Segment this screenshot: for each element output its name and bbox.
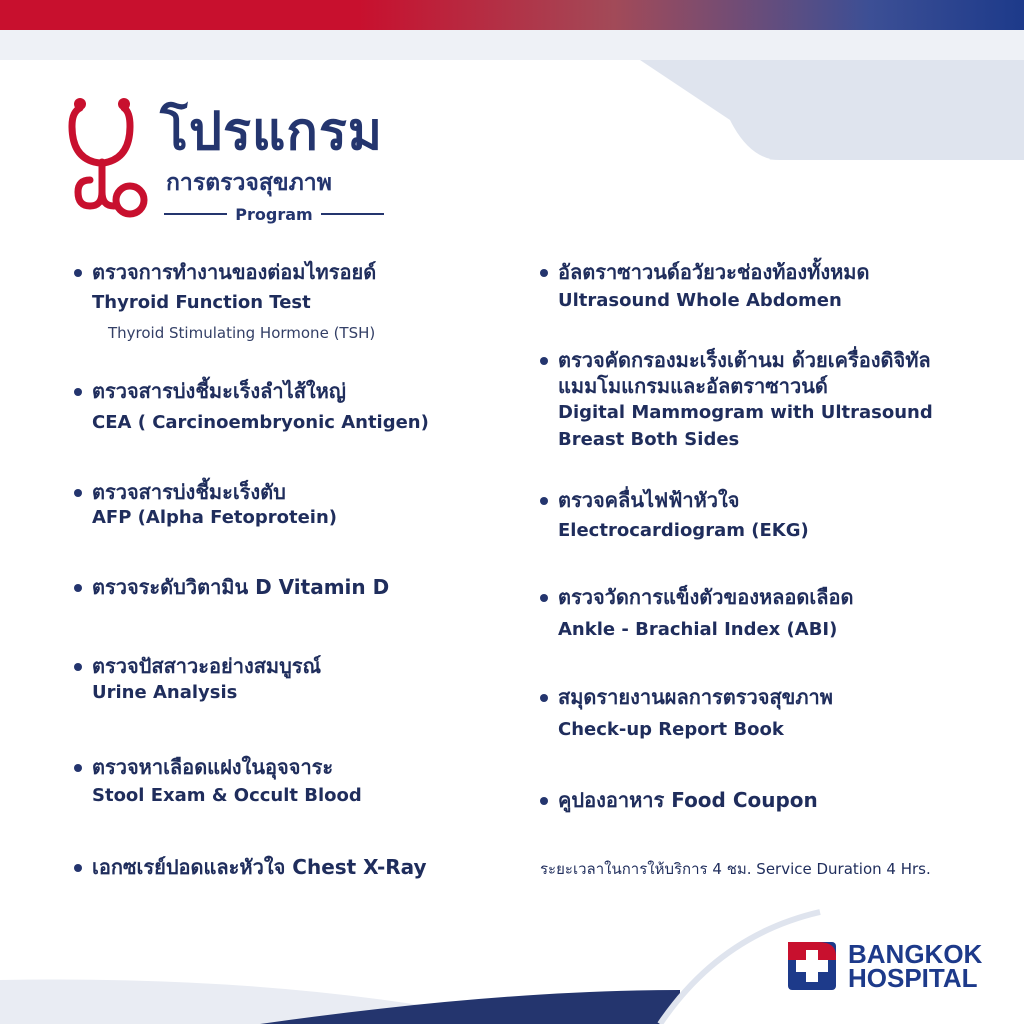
- item-english: AFP (Alpha Fetoprotein): [92, 507, 338, 528]
- item-thai: ตรวจคัดกรองมะเร็งเต้านม ด้วยเครื่องดิจิทัล: [558, 348, 931, 372]
- item-thai: อัลตราซาวนด์อวัยวะช่องท้องทั้งหมด: [558, 260, 870, 284]
- item-english: Urine Analysis: [92, 682, 238, 703]
- brand-name: [848, 939, 983, 993]
- item-thai: ตรวจคลื่นไฟฟ้าหัวใจ: [558, 488, 740, 512]
- item-thai: ตรวจสารบ่งชี้มะเร็งลำไส้ใหญ่: [92, 379, 346, 403]
- item-thai: ตรวจสารบ่งชี้มะเร็งตับ: [92, 480, 286, 504]
- item-english: Electrocardiogram (EKG): [558, 520, 809, 541]
- service-duration: ระยะเวลาในการให้บริการ 4 ชม. Service Duration 4 Hrs.: [540, 860, 931, 878]
- page-subtitle: การตรวจสุขภาพ: [166, 170, 332, 196]
- item-english: Ultrasound Whole Abdomen: [558, 290, 842, 311]
- top-gradient-bar: [0, 0, 1024, 30]
- item-english: Stool Exam & Occult Blood: [92, 785, 362, 806]
- item-english: CEA ( Carcinoembryonic Antigen): [92, 412, 429, 433]
- bangkok-hospital-logo: [788, 939, 983, 993]
- bullet-icon: [540, 594, 548, 602]
- item-english: Check-up Report Book: [558, 719, 784, 740]
- bullet-icon: [540, 269, 548, 277]
- hospital-cross-logo-icon: [788, 942, 836, 990]
- item-thai: ตรวจวัดการแข็งตัวของหลอดเลือด: [558, 585, 854, 609]
- item-thai-line2: แมมโมแกรมและอัลตราซาวนด์: [558, 374, 828, 398]
- item-detail: Thyroid Stimulating Hormone (TSH): [108, 324, 376, 342]
- item-thai: สมุดรายงานผลการตรวจสุขภาพ: [558, 685, 833, 709]
- divider-left: [164, 213, 227, 215]
- bullet-icon: [74, 489, 82, 497]
- item-english: Thyroid Function Test: [92, 292, 311, 313]
- bullet-icon: [74, 388, 82, 396]
- item-thai: คูปองอาหาร Food Coupon: [558, 788, 818, 812]
- item-thai: ตรวจการทำงานของต่อมไทรอยด์: [92, 260, 377, 284]
- bullet-icon: [74, 764, 82, 772]
- item-thai: ตรวจปัสสาวะอย่างสมบูรณ์: [92, 654, 322, 678]
- bullet-icon: [74, 584, 82, 592]
- bullet-icon: [74, 663, 82, 671]
- bullet-icon: [540, 694, 548, 702]
- bullet-icon: [74, 269, 82, 277]
- stethoscope-icon: [68, 96, 158, 226]
- item-english: Digital Mammogram with Ultrasound: [558, 402, 933, 423]
- bullet-icon: [540, 497, 548, 505]
- item-english-line2: Breast Both Sides: [558, 429, 740, 450]
- page-title: โปรแกรม: [160, 102, 384, 162]
- bullet-icon: [540, 797, 548, 805]
- item-english: Ankle - Brachial Index (ABI): [558, 619, 838, 640]
- bullet-icon: [74, 864, 82, 872]
- brand-line2: HOSPITAL: [848, 963, 978, 993]
- program-label: [164, 202, 384, 226]
- bullet-icon: [540, 357, 548, 365]
- item-thai: ตรวจหาเลือดแฝงในอุจจาระ: [92, 755, 334, 779]
- item-thai: ตรวจระดับวิตามิน D Vitamin D: [92, 575, 390, 599]
- program-text: Program: [235, 204, 313, 224]
- item-thai: เอกซเรย์ปอดและหัวใจ Chest X-Ray: [92, 855, 427, 879]
- brand-line1: BANGKOK: [848, 939, 983, 969]
- divider-right: [321, 213, 384, 215]
